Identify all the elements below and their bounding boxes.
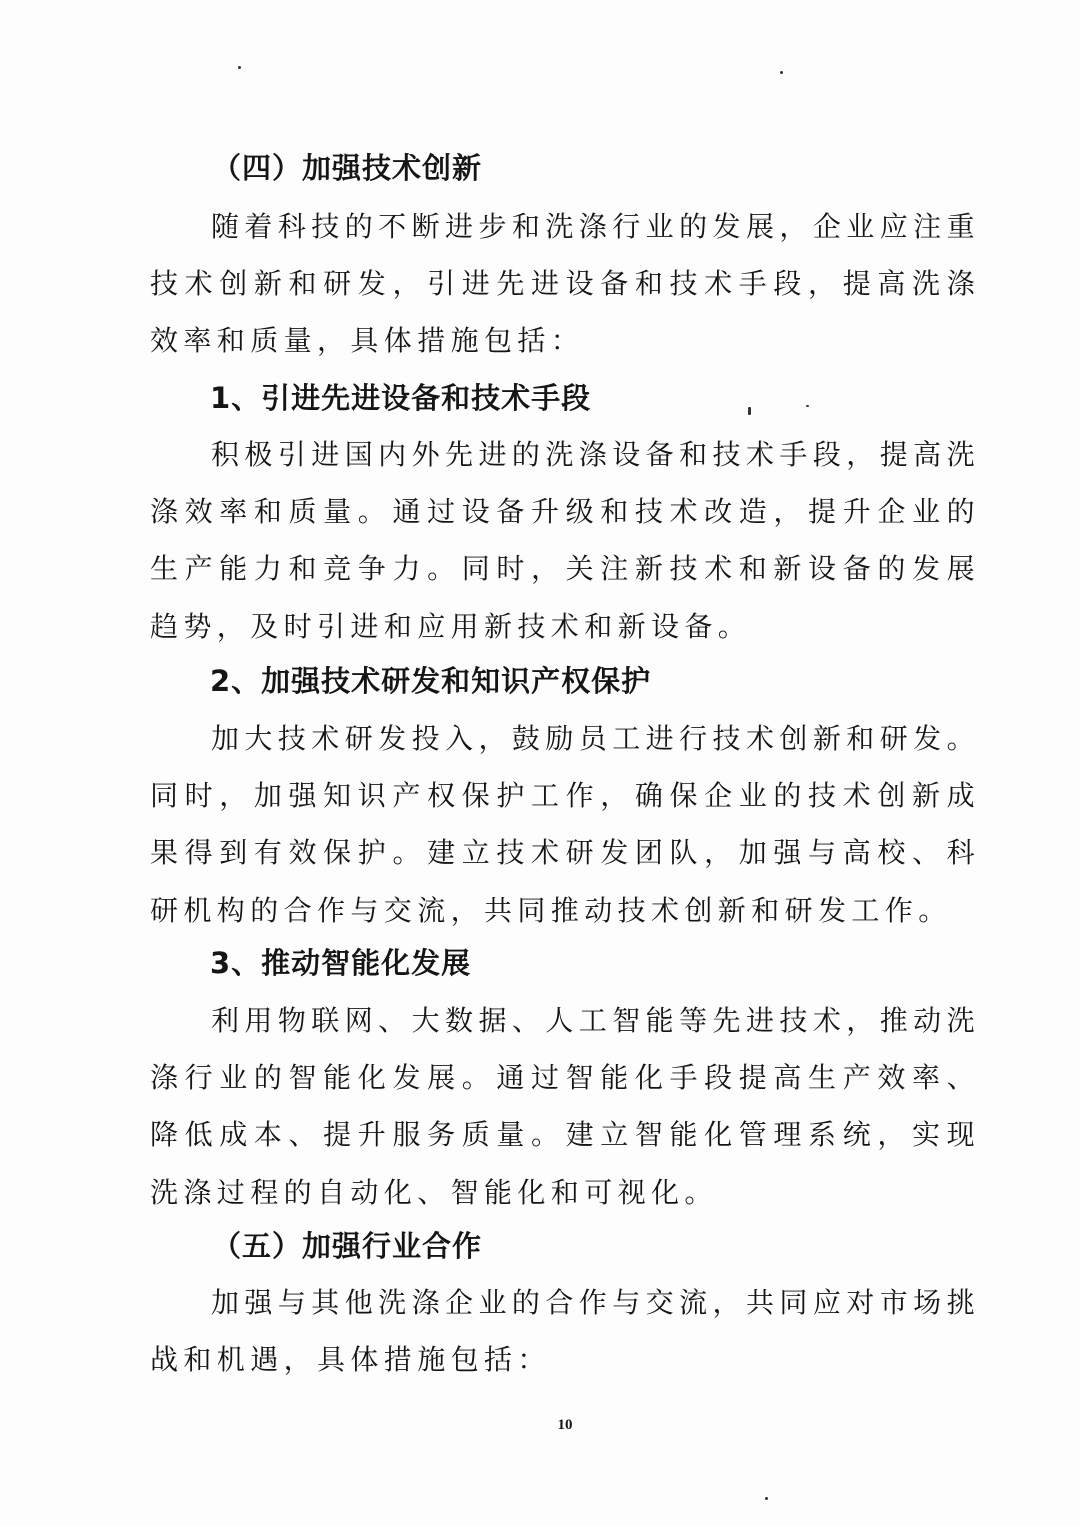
section-heading-4: （四）加强技术创新 [212,151,483,185]
subheading-3: 3、推动智能化发展 [210,946,472,980]
scan-speck [238,66,241,69]
subheading-2: 2、加强技术研发和知识产权保护 [210,664,652,698]
section-4-body [150,198,980,370]
subheading-1: 1、引进先进设备和技术手段 [210,381,592,415]
subsection-1-body [150,426,980,655]
scan-speck [765,1497,768,1500]
subsection-2-body [150,710,980,939]
paragraph: 加大技术研发投入，鼓励员工进行技术创新和研发。同时，加强知识产权保护工作，确保企业的技术创新成果得到有效保护。建立技术研发团队，加强与高校、科研机构的合作与交流，共同推动技术创新和研发工作。 [150,722,980,927]
page-number: 10 [557,1417,573,1433]
paragraph: 加强与其他洗涤企业的合作与交流，共同应对市场挑战和机遇，具体措施包括： [150,1286,980,1377]
paragraph: 积极引进国内外先进的洗涤设备和技术手段，提高洗涤效率和质量。通过设备升级和技术改造，提升企业的生产能力和竞争力。同时，关注新技术和新设备的发展趋势，及时引进和应用新技术和新设备。 [150,438,980,643]
scan-speck [780,71,783,74]
subsection-3-body [150,992,980,1221]
paragraph: 随着科技的不断进步和洗涤行业的发展，企业应注重技术创新和研发，引进先进设备和技术手段，提高洗涤效率和质量，具体措施包括： [150,210,980,358]
section-5-body [150,1274,980,1388]
section-heading-5: （五）加强行业合作 [212,1229,483,1263]
paragraph: 利用物联网、大数据、人工智能等先进技术，推动洗涤行业的智能化发展。通过智能化手段提高生产效率、降低成本、提升服务质量。建立智能化管理系统，实现洗涤过程的自动化、智能化和可视化。 [150,1004,980,1209]
